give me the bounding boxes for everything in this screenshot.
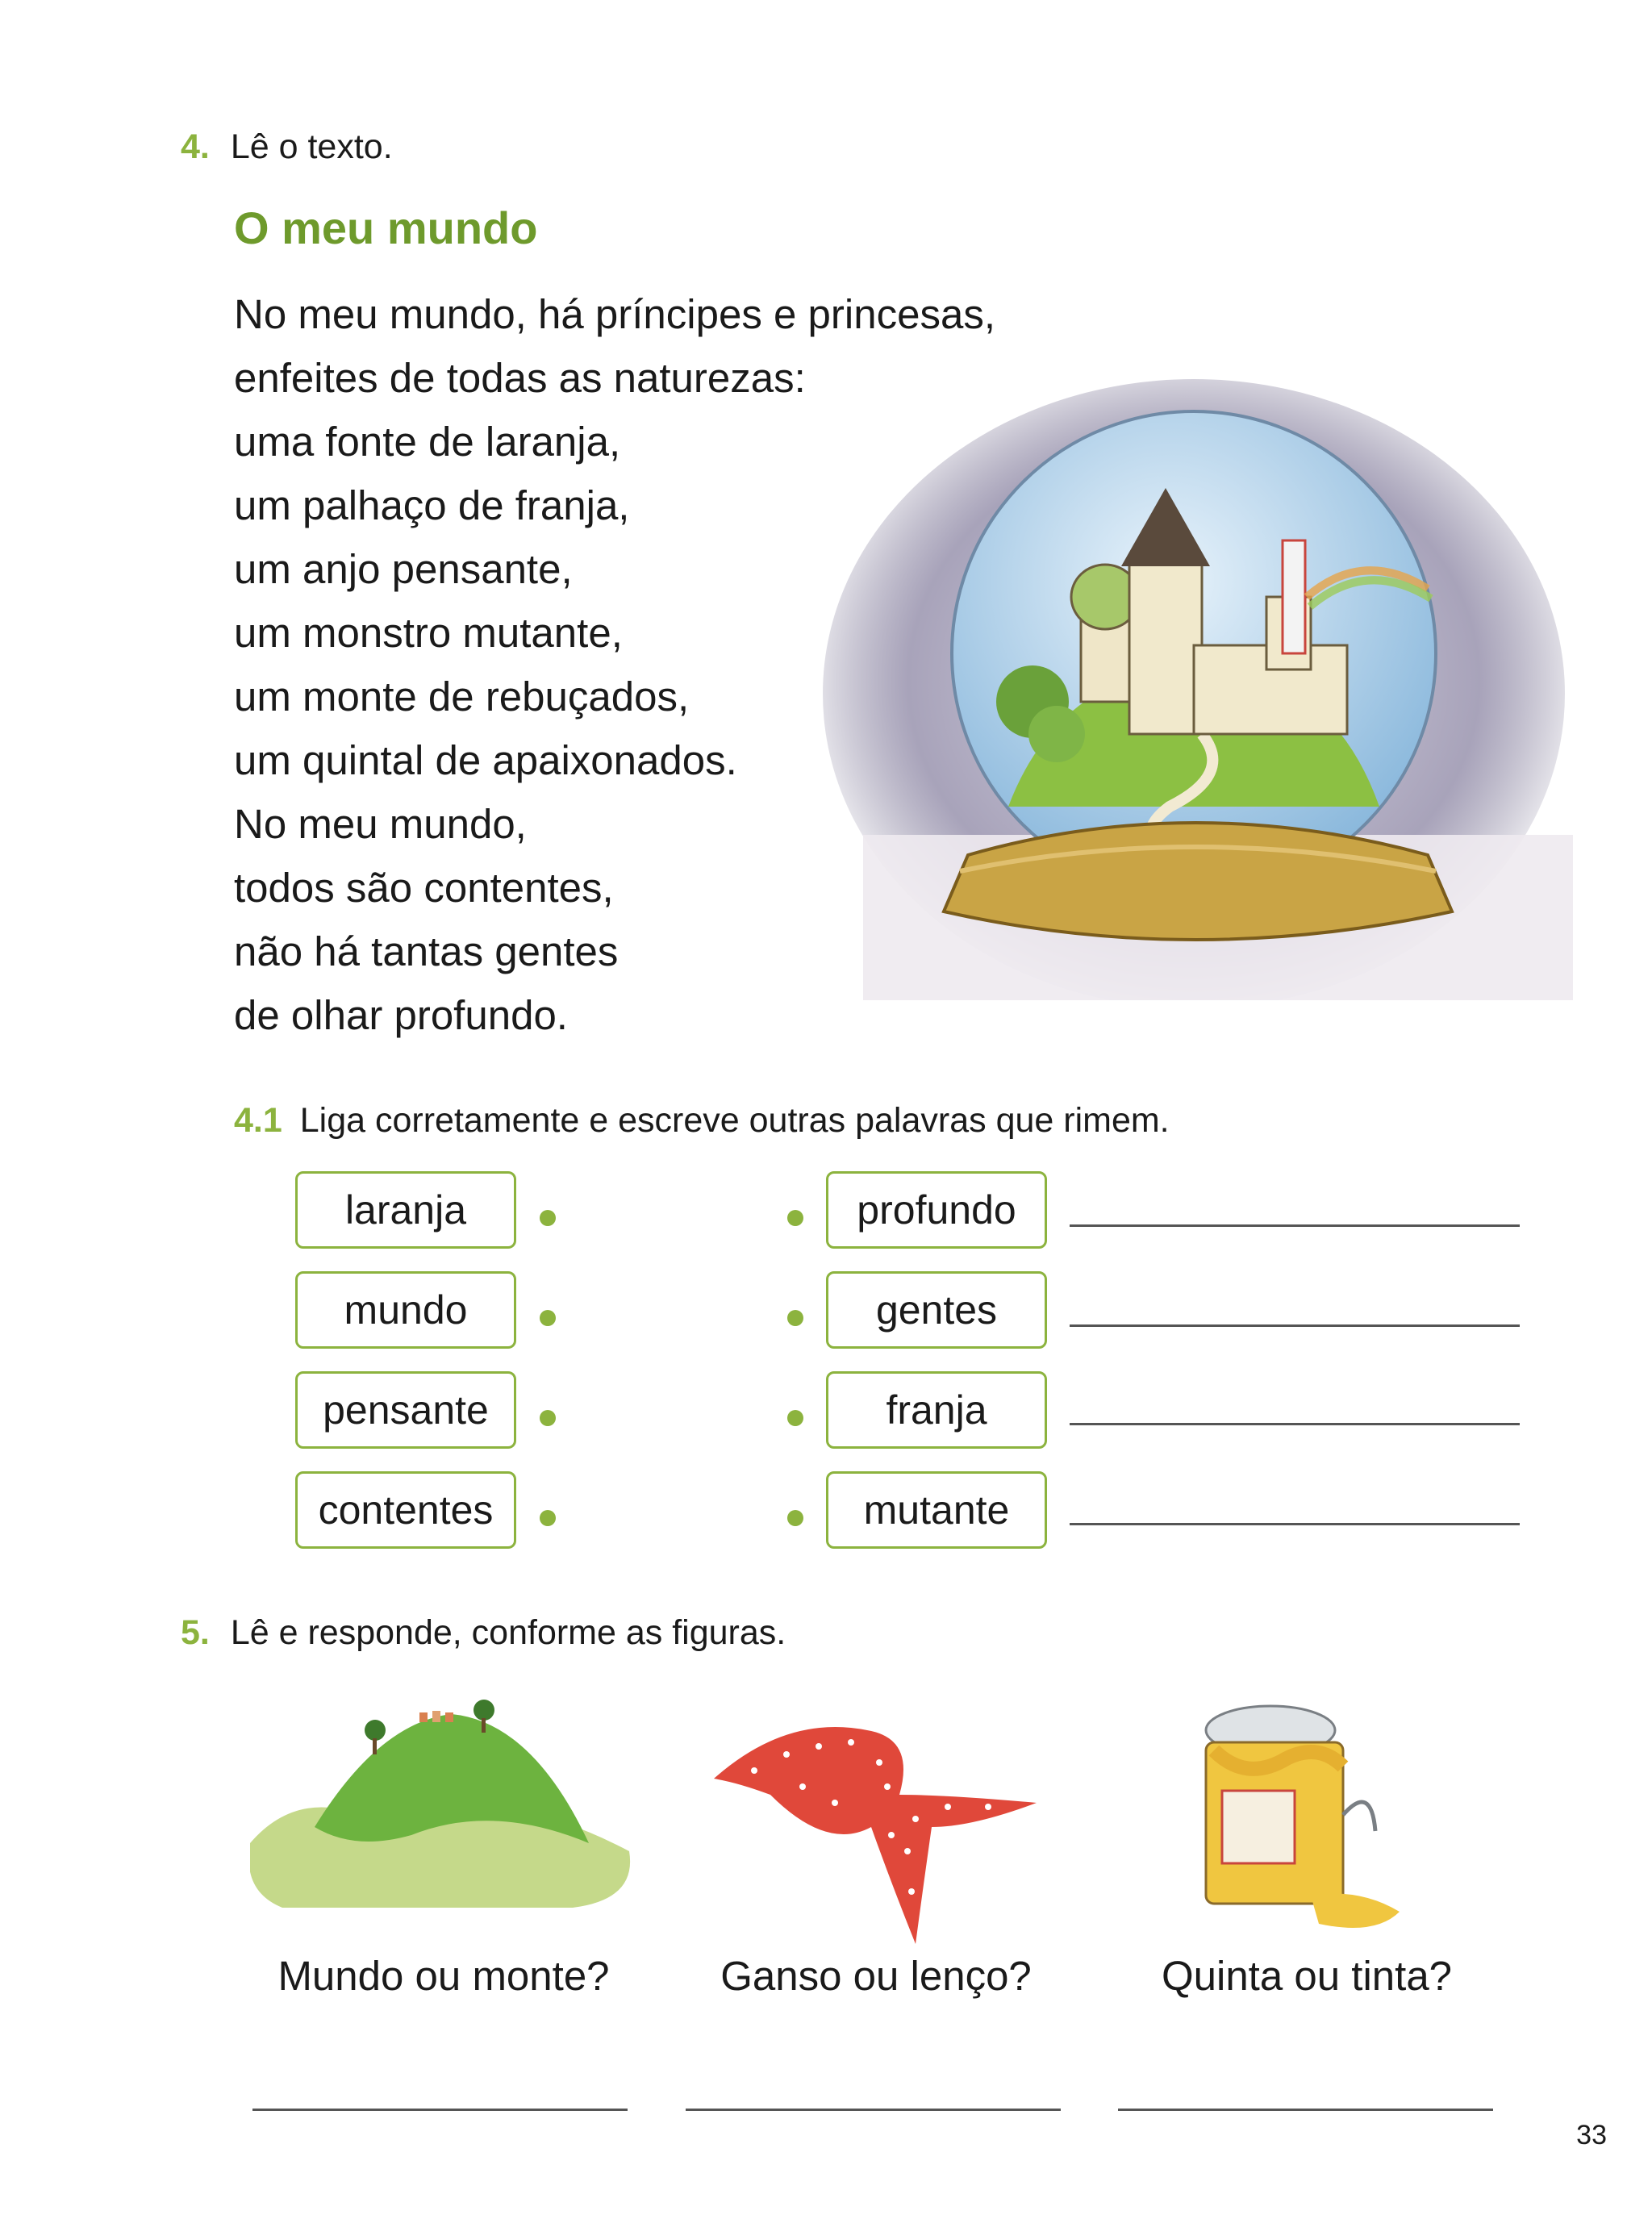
poem-line: não há tantas gentes [234, 928, 619, 974]
left-connector-dot[interactable] [540, 1410, 556, 1426]
scarf-illustration [706, 1706, 1045, 1948]
question-5-answer-line[interactable] [252, 2109, 628, 2111]
poem-line: um monte de rebuçados, [234, 674, 690, 720]
question-5-number: 5. [181, 1613, 210, 1652]
question-5-instruction: Lê e responde, conforme as figuras. [230, 1613, 786, 1652]
left-connector-dot[interactable] [540, 1310, 556, 1326]
question-4-number: 4. [181, 127, 210, 166]
question-5-caption: Ganso ou lenço? [720, 1953, 1032, 1999]
poem-line: No meu mundo, há príncipes e princesas, [234, 291, 995, 337]
poem-line: de olhar profundo. [234, 992, 568, 1038]
right-word-box: gentes [826, 1271, 1047, 1349]
question-5-caption: Mundo ou monte? [277, 1953, 610, 1999]
question-5-caption: Quinta ou tinta? [1161, 1953, 1453, 1999]
question-4-1-heading [234, 1101, 1170, 1141]
left-word-box: pensante [295, 1371, 516, 1449]
question-5-heading [181, 1613, 786, 1653]
right-word-box: franja [826, 1371, 1047, 1449]
page-number: 33 [1576, 2120, 1607, 2150]
poem-line: todos são contentes, [234, 865, 614, 911]
question-5-answer-line[interactable] [1118, 2109, 1493, 2111]
poem-line: enfeites de todas as naturezas: [234, 355, 806, 401]
paint-can-illustration [1198, 1694, 1420, 1936]
question-5-answer-line[interactable] [686, 2109, 1061, 2111]
rhyme-answer-line[interactable] [1070, 1523, 1520, 1525]
poem-line: uma fonte de laranja, [234, 419, 621, 465]
poem-line: um monstro mutante, [234, 610, 623, 656]
question-4-heading [181, 127, 393, 167]
left-word-box: contentes [295, 1471, 516, 1549]
rhyme-answer-line[interactable] [1070, 1224, 1520, 1227]
question-4-1-instruction: Liga corretamente e escreve outras palavras que rimem. [299, 1101, 1170, 1140]
poem-line: um quintal de apaixonados. [234, 737, 737, 783]
right-word-box: mutante [826, 1471, 1047, 1549]
question-4-instruction: Lê o texto. [230, 127, 393, 166]
question-4-1-number: 4.1 [234, 1101, 282, 1140]
left-word-box: mundo [295, 1271, 516, 1349]
rhyme-answer-line[interactable] [1070, 1423, 1520, 1425]
poem-line: No meu mundo, [234, 801, 527, 847]
right-connector-dot[interactable] [787, 1410, 803, 1426]
left-connector-dot[interactable] [540, 1210, 556, 1226]
right-connector-dot[interactable] [787, 1210, 803, 1226]
rhyme-answer-line[interactable] [1070, 1324, 1520, 1327]
left-word-box: laranja [295, 1171, 516, 1249]
poem-title: O meu mundo [234, 202, 538, 253]
right-word-box: profundo [826, 1171, 1047, 1249]
snow-globe-illustration [815, 355, 1573, 1000]
hill-illustration [250, 1682, 637, 1912]
left-connector-dot[interactable] [540, 1510, 556, 1526]
right-connector-dot[interactable] [787, 1510, 803, 1526]
right-connector-dot[interactable] [787, 1310, 803, 1326]
poem-line: um anjo pensante, [234, 546, 573, 592]
poem-line: um palhaço de franja, [234, 482, 630, 528]
